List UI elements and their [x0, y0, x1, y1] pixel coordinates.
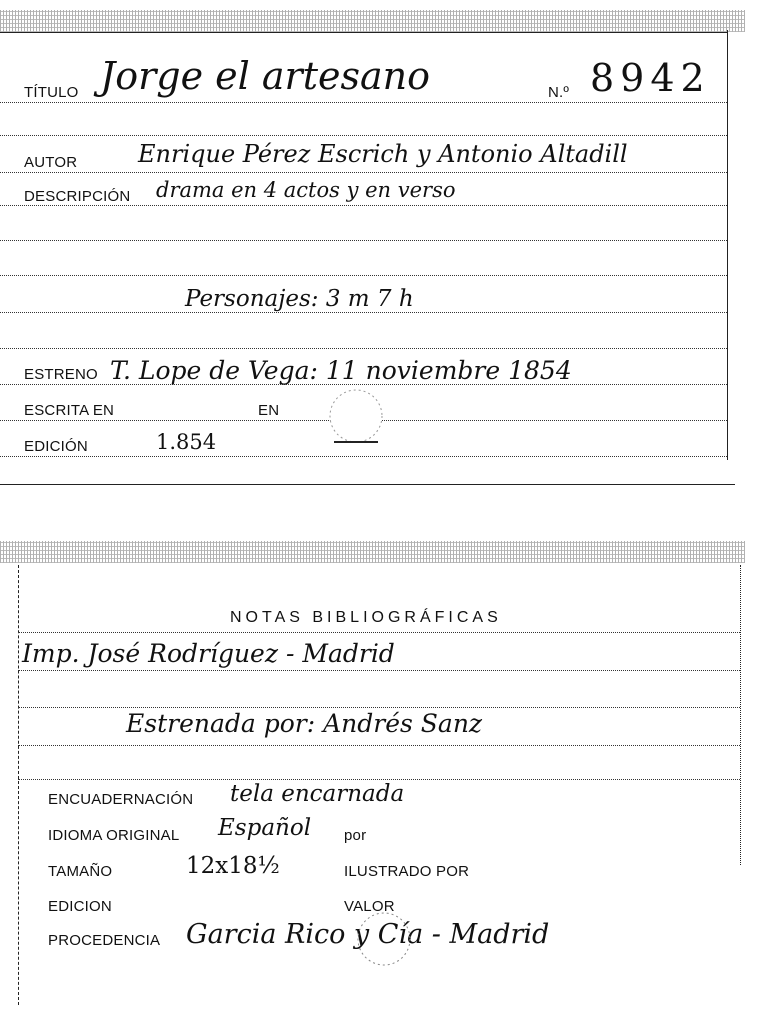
card1-line [0, 312, 727, 313]
escrita-label: ESCRITA EN [24, 402, 115, 419]
numero-value: 8942 [590, 56, 711, 100]
idioma-value: Español [218, 815, 312, 841]
encuadernacion-value: tela encarnada [230, 781, 405, 807]
card1-line [0, 205, 727, 206]
card2-scan-noise [0, 541, 745, 563]
card2-right-edge [740, 565, 741, 865]
edicion-label: EDICIÓN [24, 438, 88, 455]
card1-line [0, 102, 727, 103]
autor-label: AUTOR [24, 154, 78, 171]
card1-line [0, 135, 727, 136]
idioma-label: IDIOMA ORIGINAL [48, 827, 180, 844]
card2-line [18, 670, 740, 671]
card2-line [18, 707, 740, 708]
note-1: Imp. José Rodríguez - Madrid [22, 639, 395, 668]
procedencia-label: PROCEDENCIA [48, 932, 161, 949]
card1-line [0, 275, 727, 276]
card2-line [18, 745, 740, 746]
estreno-value: T. Lope de Vega: 11 noviembre 1854 [110, 356, 572, 385]
titulo-label: TÍTULO [24, 84, 79, 101]
card2-line [18, 779, 740, 780]
catalog-card-2 [0, 535, 745, 1028]
autor-value: Enrique Pérez Escrich y Antonio Altadill [138, 140, 628, 168]
numero-label: N.º [548, 84, 570, 101]
note-2: Estrenada por: Andrés Sanz [126, 709, 483, 738]
por-label: por [344, 827, 367, 844]
ilustrado-label: ILUSTRADO POR [344, 863, 470, 880]
edicion2-label: EDICION [48, 898, 112, 915]
descripcion-label: DESCRIPCIÓN [24, 188, 131, 205]
card2-line [18, 632, 740, 633]
card1-line [0, 456, 727, 457]
personajes-value: Personajes: 3 m 7 h [185, 286, 414, 312]
valor-label: VALOR [344, 898, 395, 915]
card1-right-edge [727, 30, 728, 460]
card1-line [0, 172, 727, 173]
edicion-value: 1.854 [156, 430, 217, 454]
estreno-label: ESTRENO [24, 366, 98, 383]
catalog-card-1 [0, 0, 745, 490]
procedencia-value: Garcia Rico y Cía - Madrid [186, 919, 550, 950]
card2-left-edge [18, 565, 19, 1005]
descripcion-value: drama en 4 actos y en verso [156, 178, 456, 202]
punch-hole-mark-2 [352, 905, 416, 975]
card1-line [0, 348, 727, 349]
notas-heading: NOTAS BIBLIOGRÁFICAS [230, 609, 502, 626]
titulo-value: Jorge el artesano [100, 54, 430, 98]
tamano-label: TAMAÑO [48, 863, 113, 880]
card1-bottom-border [0, 484, 735, 485]
card1-line [0, 240, 727, 241]
card1-scan-noise [0, 10, 745, 32]
punch-hole-mark [326, 386, 386, 450]
en-label: EN [258, 402, 280, 419]
encuadernacion-label: ENCUADERNACIÓN [48, 791, 194, 808]
tamano-value: 12x18½ [186, 853, 280, 879]
card1-top-border [0, 32, 727, 33]
